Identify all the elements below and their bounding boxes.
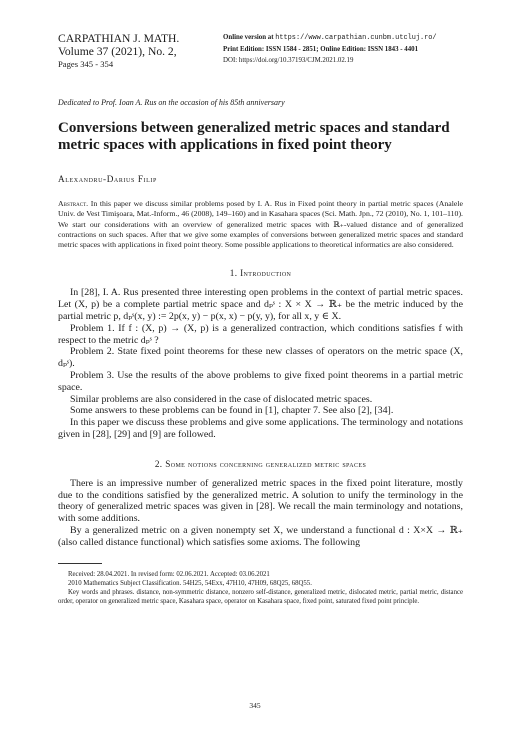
- problem-3: Problem 3. Use the results of the above problems to give fixed point theorems in a partial metric space.: [58, 370, 463, 393]
- publication-info: [223, 32, 463, 71]
- body-paragraph: By a generalized metric on a given nonempty set X, we understand a functional d : X×X → ℝ₊ (also called distance functional) which satisfies some axioms. The following: [58, 525, 463, 548]
- footnotes: [58, 570, 463, 606]
- abstract-text: In this paper we discuss similar problems posed by I. A. Rus in Fixed point theory in partial metric spaces (Analele Univ. de Vest Timişoara, Mat.-Inform., 46 (2008), 149–160) and in Kasahara spaces (Sci. Math. Jpn., 72 (2010), No. 1, 101–110). We start our considerations with an overview of generalized metric spaces with ℝ₊-valued distance and of generalized contractions on such spaces. After that we give some examples of conversions between generalized metric spaces and standard metric spaces with applications in fixed point theory. Some possible applications to theoretical informatics are also considered.: [58, 199, 463, 250]
- body-paragraph: Similar problems are also considered in the case of dislocated metric spaces.: [70, 393, 373, 405]
- issn-line: Print Edition: ISSN 1584 - 2851; Online Edition: ISSN 1843 - 4401: [223, 46, 419, 53]
- received-dates: Received: 28.04.2021. In revised form: 02.06.2021. Accepted: 03.06.2021: [68, 570, 270, 578]
- msc-classification: 2010 Mathematics Subject Classification. 54H25, 54Exx, 47H10, 47H09, 68Q25, 68Q55.: [68, 579, 312, 587]
- dedication: Dedicated to Prof. Ioan A. Rus on the occasion of his 85th anniversary: [58, 98, 285, 107]
- online-version: [223, 32, 463, 44]
- body-paragraph: There is an impressive number of generalized metric spaces in the fixed point literature, mostly due to the conditions satisfied by the generalized metric. A solution to unify the terminology in the theory of generalized metric spaces was given in [28]. We recall the main terminology and notations, with some additions.: [58, 477, 463, 525]
- journal-name: CARPATHIAN J. MATH.: [58, 32, 180, 45]
- online-prefix: Online version at: [223, 34, 276, 41]
- abstract-label: Abstract.: [58, 199, 89, 208]
- journal-pages: Pages 345 - 354: [58, 59, 114, 69]
- keywords: Key words and phrases. distance, non-symmetric distance, nonzero self-distance, generalized metric, dislocated metric, partial metric, distance order, operator on generalized metric space, Kasahara space, operator on Kasahara space, fixed point, saturated fixed point principle.: [58, 588, 463, 605]
- page-number: 345: [249, 701, 261, 710]
- problem-1: Problem 1. If f : (X, p) → (X, p) is a generalized contraction, which conditions satisfies f with respect to the metric dₚˢ ?: [58, 322, 463, 346]
- body-paragraph: Some answers to these problems can be found in [1], chapter 7. See also [2], [34].: [70, 405, 394, 417]
- paper-title: Conversions between generalized metric spaces and standard metric spaces with applications in fixed point theory: [58, 120, 450, 153]
- online-url-link[interactable]: https://www.carpathian.cunbm.utcluj.ro/: [275, 34, 437, 42]
- journal-volume: Volume 37 (2021), No. 2,: [58, 45, 177, 58]
- author-name: Alexandru-Darius Filip: [58, 174, 157, 184]
- body-paragraph: In [28], I. A. Rus presented three interesting open problems in the context of partial metric spaces. Let (X, p) be a complete partial metric space and dₚˢ : X × X → ℝ₊ be the metric induced by the partial metric p, dₚˢ(x, y) := 2p(x, y) − p(x, x) − p(y, y), for all x, y ∈ X.: [58, 287, 463, 323]
- problem-2: Problem 2. State fixed point theorems for these new classes of operators on the metric space (X, dₚˢ).: [58, 346, 463, 370]
- footnote-rule: [58, 563, 102, 564]
- section-heading-generalized-metric-spaces: 2. Some notions concerning generalized metric spaces: [154, 458, 367, 469]
- doi-link[interactable]: DOI: https://doi.org/10.37193/CJM.2021.02.19: [223, 57, 354, 64]
- section-heading-introduction: 1. Introduction: [229, 268, 292, 279]
- abstract: [58, 199, 463, 250]
- journal-info: [58, 32, 218, 71]
- journal-header: [58, 32, 463, 71]
- body-paragraph: In this paper we discuss these problems and give some applications. The terminology and notations given in [28], [29] and [9] are followed.: [58, 417, 463, 441]
